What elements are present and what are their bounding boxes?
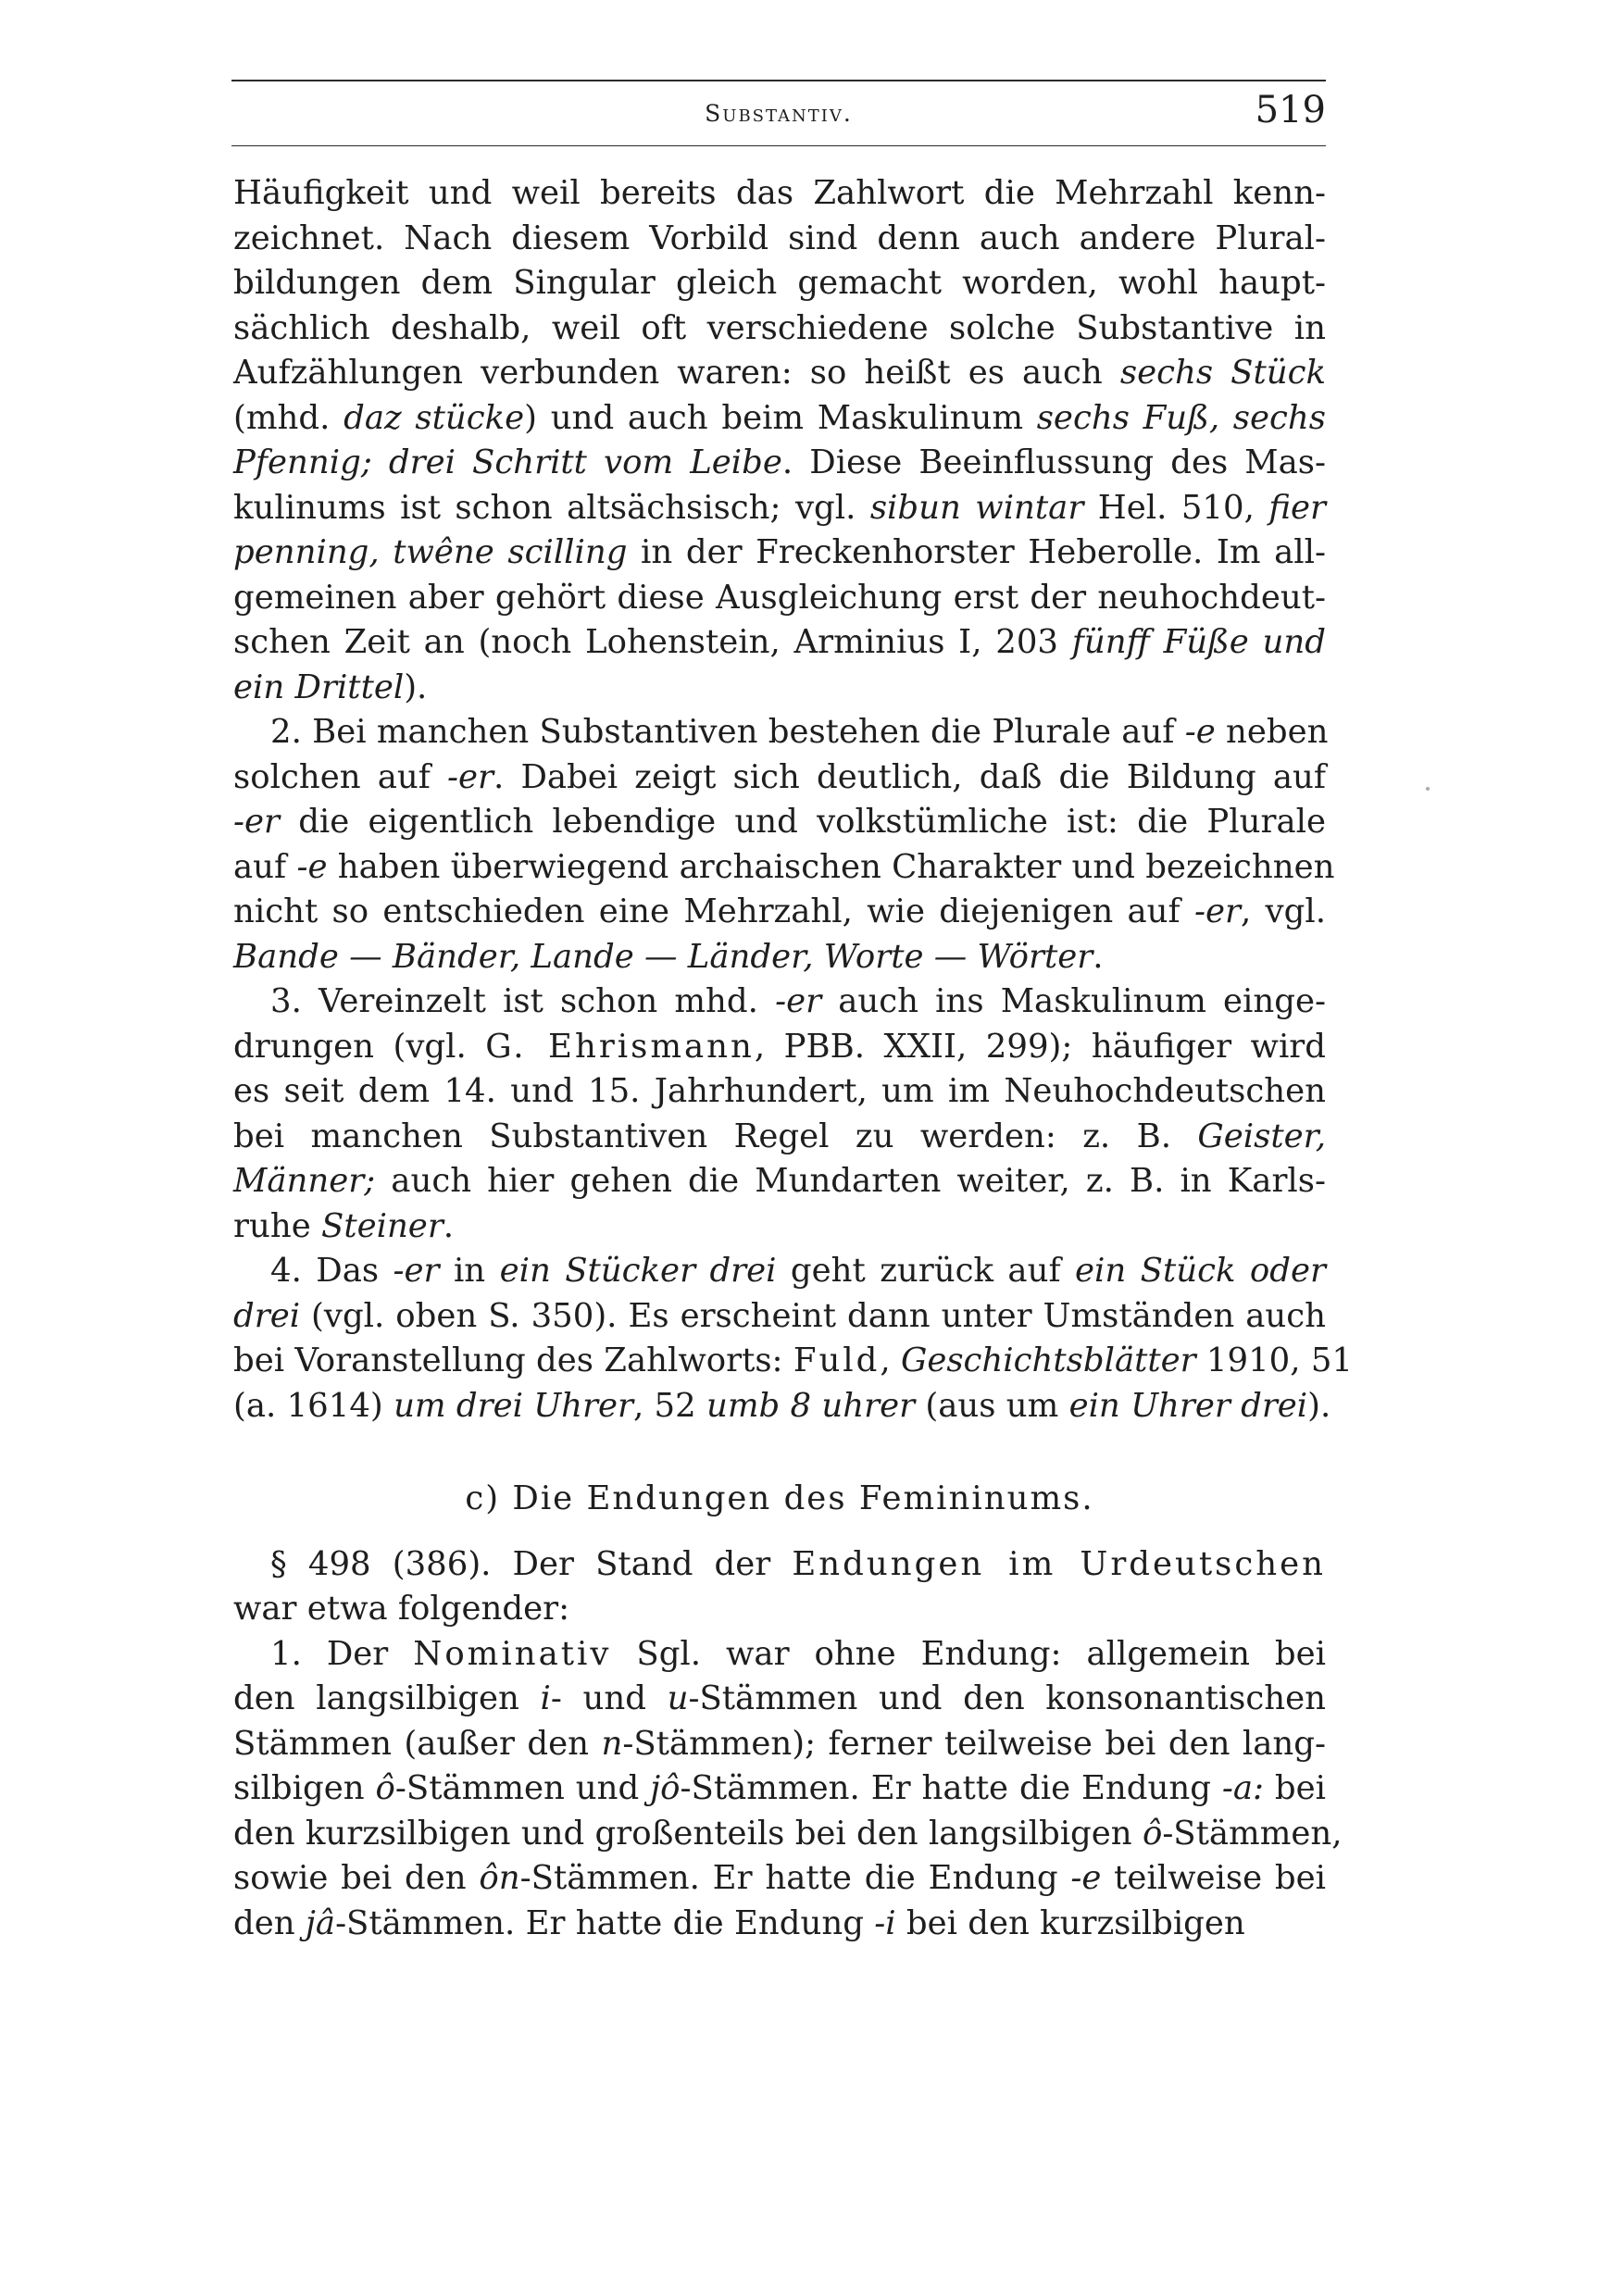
text-line xyxy=(233,1677,1326,1722)
text-segment: bei manchen Substantiven Regel zu werden: z. B. xyxy=(233,1117,1198,1155)
text-line xyxy=(233,396,1326,442)
italic-segment: -er xyxy=(1193,892,1241,930)
section-heading: c) Die Endungen des Femininums. xyxy=(465,1479,1094,1517)
text-segment: ruhe xyxy=(233,1206,321,1245)
text-segment: . xyxy=(443,1206,455,1245)
text-segment: 4. Das xyxy=(270,1252,394,1290)
text-segment: Häufigkeit und weil bereits das Zahlwort die Mehrzahl kenn- xyxy=(233,174,1326,212)
text-segment: den xyxy=(233,1903,306,1942)
text-line xyxy=(233,486,1326,531)
text-segment: Stämmen (außer den xyxy=(233,1724,602,1763)
italic-segment: ein Stücker drei xyxy=(499,1252,777,1290)
text-segment: haben überwiegend archaischen Charakter und bezeichnen xyxy=(327,847,1335,886)
italic-segment: Geschichtsblätter xyxy=(900,1341,1196,1379)
text-segment: 3. Vereinzelt ist schon mhd. xyxy=(270,982,776,1020)
text-segment: , vgl. xyxy=(1240,892,1326,930)
italic-segment: i xyxy=(540,1679,551,1717)
text-segment: den langsilbigen xyxy=(233,1679,541,1717)
text-line xyxy=(233,800,1326,845)
italic-segment: penning, twêne scilling xyxy=(233,533,628,571)
paragraph xyxy=(233,710,1335,980)
text-segment: , PBB. XXII, 299); häufiger wird xyxy=(754,1027,1326,1066)
text-segment: -Stämmen und xyxy=(394,1769,651,1807)
text-segment: auch hier gehen die Mundarten weiter, z. B. in Karls- xyxy=(375,1162,1326,1200)
text-segment: bei xyxy=(1264,1769,1327,1807)
italic-segment: ein Stück oder xyxy=(1075,1252,1326,1290)
paragraph xyxy=(233,171,1326,710)
text-segment: -Stämmen und den konsonantischen xyxy=(688,1679,1326,1717)
italic-segment: -er xyxy=(393,1252,440,1290)
text-line xyxy=(233,666,1326,711)
text-segment: neben xyxy=(1215,713,1329,751)
text-line xyxy=(233,351,1326,396)
text-line xyxy=(233,1339,1354,1384)
text-segment: -Stämmen. Er hatte die Endung xyxy=(680,1769,1222,1807)
text-segment: kulinums ist schon altsächsisch; vgl. xyxy=(233,488,870,527)
italic-segment: Pfennig; drei Schritt vom Leibe xyxy=(233,443,782,481)
text-segment: die eigentlich lebendige und volkstümliche ist: die Plurale xyxy=(279,803,1326,841)
text-segment: . xyxy=(1093,937,1104,976)
text-segment: . Dabei zeigt sich deutlich, daß die Bildung auf xyxy=(493,757,1326,796)
italic-segment: ô xyxy=(1142,1814,1163,1853)
text-line xyxy=(233,710,1329,755)
text-line xyxy=(233,1856,1326,1902)
italic-segment: u xyxy=(667,1679,689,1717)
text-segment: -Stämmen. Er hatte die Endung xyxy=(335,1903,875,1942)
text-line xyxy=(233,1069,1326,1115)
italic-segment: Steiner xyxy=(321,1206,443,1245)
text-segment: § 498 (386). Der Stand der xyxy=(270,1544,793,1583)
text-line xyxy=(233,1249,1326,1294)
text-segment: silbigen xyxy=(233,1769,376,1807)
text-segment: bei den kurzsilbigen xyxy=(895,1903,1245,1942)
paragraph xyxy=(233,1249,1354,1429)
header-rule-bottom xyxy=(231,145,1326,146)
text-line xyxy=(233,441,1326,486)
text-line xyxy=(233,980,1326,1025)
running-title: Substantiv. xyxy=(705,100,853,127)
text-line xyxy=(233,1294,1326,1340)
text-segment: -Stämmen. Er hatte die Endung xyxy=(519,1859,1071,1897)
italic-segment: daz stücke xyxy=(344,398,525,437)
text-segment: ). xyxy=(1307,1386,1331,1425)
page-number: 519 xyxy=(1255,89,1326,131)
italic-segment: sechs Stück xyxy=(1119,354,1326,392)
italic-segment: -er xyxy=(447,757,494,796)
text-segment: (a. 1614) xyxy=(233,1386,394,1425)
italic-segment: jâ xyxy=(305,1903,336,1942)
italic-segment: um drei Uhrer xyxy=(394,1386,633,1425)
text-segment: Aufzählungen verbunden waren: so heißt es auch xyxy=(233,354,1120,392)
text-segment: es seit dem 14. und 15. Jahrhundert, um im Neuhochdeutschen xyxy=(233,1072,1326,1110)
italic-segment: umb 8 uhrer xyxy=(706,1386,916,1425)
text-segment: ). xyxy=(404,668,428,706)
italic-segment: n xyxy=(601,1724,623,1763)
text-segment: gemeinen aber gehört diese Ausgleichung erst der neuhochdeut- xyxy=(233,578,1326,617)
text-segment: 1. Der xyxy=(270,1634,414,1673)
italic-segment: ô xyxy=(375,1769,395,1807)
text-segment: geht zurück auf xyxy=(776,1252,1075,1290)
text-line xyxy=(233,1902,1326,1947)
text-line xyxy=(233,217,1326,262)
text-line xyxy=(233,1587,1326,1632)
text-segment: Sgl. war ohne Endung: allgemein bei xyxy=(611,1634,1326,1673)
italic-segment: drei xyxy=(233,1296,301,1335)
spaced-segment: Endungen im Urdeutschen xyxy=(792,1544,1326,1583)
text-segment: den kurzsilbigen und großenteils bei den langsilbigen xyxy=(233,1814,1143,1853)
text-line xyxy=(233,1542,1326,1588)
header-rule-top xyxy=(231,80,1326,81)
text-line xyxy=(233,530,1326,576)
italic-segment: Bande — Bänder, Lande — Länder, Worte — Wörter xyxy=(233,937,1093,976)
text-segment: - und xyxy=(550,1679,668,1717)
text-line xyxy=(233,171,1326,217)
text-segment: solchen auf xyxy=(233,757,448,796)
italic-segment: -a: xyxy=(1221,1769,1264,1807)
text-line xyxy=(233,576,1326,621)
text-segment: auf xyxy=(233,847,297,886)
text-segment: in xyxy=(439,1252,500,1290)
text-segment: (mhd. xyxy=(233,398,344,437)
text-segment: schen Zeit an (noch Lohenstein, Arminius I, 203 xyxy=(233,623,1072,661)
italic-segment: -er xyxy=(233,803,280,841)
text-line xyxy=(233,1025,1326,1070)
paragraphs-after-heading xyxy=(233,1542,1343,1947)
text-line xyxy=(233,755,1326,801)
spaced-segment: G. Ehrismann xyxy=(485,1027,755,1066)
text-segment: in der Freckenhorster Heberolle. Im all- xyxy=(627,533,1326,571)
text-segment: , xyxy=(880,1341,901,1379)
text-line xyxy=(233,1812,1343,1857)
text-segment: war etwa folgender: xyxy=(233,1590,570,1628)
text-segment: , 52 xyxy=(632,1386,706,1425)
text-line xyxy=(233,306,1326,352)
text-line xyxy=(233,261,1326,306)
italic-segment: -e xyxy=(296,847,328,886)
paragraph xyxy=(233,980,1326,1249)
italic-segment: ein Drittel xyxy=(233,668,405,706)
text-segment: Hel. 510, xyxy=(1083,488,1269,527)
text-segment: drungen (vgl. xyxy=(233,1027,486,1066)
italic-segment: -e xyxy=(1070,1859,1102,1897)
italic-segment: fünff Füße und xyxy=(1071,623,1326,661)
italic-segment: ein Uhrer drei xyxy=(1068,1386,1308,1425)
paper-speck xyxy=(1426,787,1430,791)
spaced-segment: Nominativ xyxy=(413,1634,612,1673)
text-segment: (aus um xyxy=(915,1386,1069,1425)
text-segment: nicht so entschieden eine Mehrzahl, wie diejenigen auf xyxy=(233,892,1194,930)
text-line xyxy=(233,1384,1331,1429)
paragraph xyxy=(233,1542,1326,1632)
paragraphs-before-heading xyxy=(233,171,1354,1429)
spaced-segment: Fuld xyxy=(793,1341,881,1379)
italic-segment: Männer; xyxy=(233,1162,376,1200)
text-segment: sächlich deshalb, weil oft verschiedene solche Substantive in xyxy=(233,308,1326,347)
text-line xyxy=(233,620,1326,666)
text-line xyxy=(233,845,1335,891)
text-segment: sowie bei den xyxy=(233,1859,480,1897)
text-line xyxy=(233,935,1326,980)
text-line xyxy=(233,1766,1326,1812)
text-segment: . Diese Beeinflussung des Mas- xyxy=(781,443,1326,481)
italic-segment: Geister, xyxy=(1197,1117,1326,1155)
text-line xyxy=(233,890,1326,935)
italic-segment: sechs Fuß, sechs xyxy=(1036,398,1327,437)
text-segment: (vgl. oben S. 350). Es erscheint dann unter Umständen auch xyxy=(300,1296,1326,1335)
text-segment: teilweise bei xyxy=(1101,1859,1326,1897)
text-line xyxy=(233,1722,1326,1767)
text-segment: -Stämmen); ferner teilweise bei den lang- xyxy=(622,1724,1326,1763)
italic-segment: fier xyxy=(1268,488,1326,527)
italic-segment: -e xyxy=(1184,713,1216,751)
italic-segment: -er xyxy=(775,982,822,1020)
italic-segment: ôn xyxy=(479,1859,520,1897)
text-segment: 2. Bei manchen Substantiven bestehen die Plurale auf xyxy=(270,713,1185,751)
italic-segment: -i xyxy=(874,1903,896,1942)
text-segment: bei Voranstellung des Zahlworts: xyxy=(233,1341,793,1379)
italic-segment: jô xyxy=(650,1769,681,1807)
italic-segment: sibun wintar xyxy=(869,488,1084,527)
text-line xyxy=(233,1632,1326,1678)
text-segment: zeichnet. Nach diesem Vorbild sind denn auch andere Plural- xyxy=(233,218,1326,257)
text-segment: -Stämmen, xyxy=(1162,1814,1343,1853)
body-text xyxy=(233,171,1354,1946)
text-segment: bildungen dem Singular gleich gemacht worden, wohl haupt- xyxy=(233,264,1326,302)
text-line xyxy=(233,1159,1326,1204)
text-segment: auch ins Maskulinum einge- xyxy=(821,982,1326,1020)
text-segment: 1910, 51 xyxy=(1195,1341,1354,1379)
text-line xyxy=(233,1204,1326,1250)
paragraph xyxy=(233,1632,1343,1947)
text-segment: ) und auch beim Maskulinum xyxy=(524,398,1037,437)
text-line xyxy=(233,1115,1326,1160)
